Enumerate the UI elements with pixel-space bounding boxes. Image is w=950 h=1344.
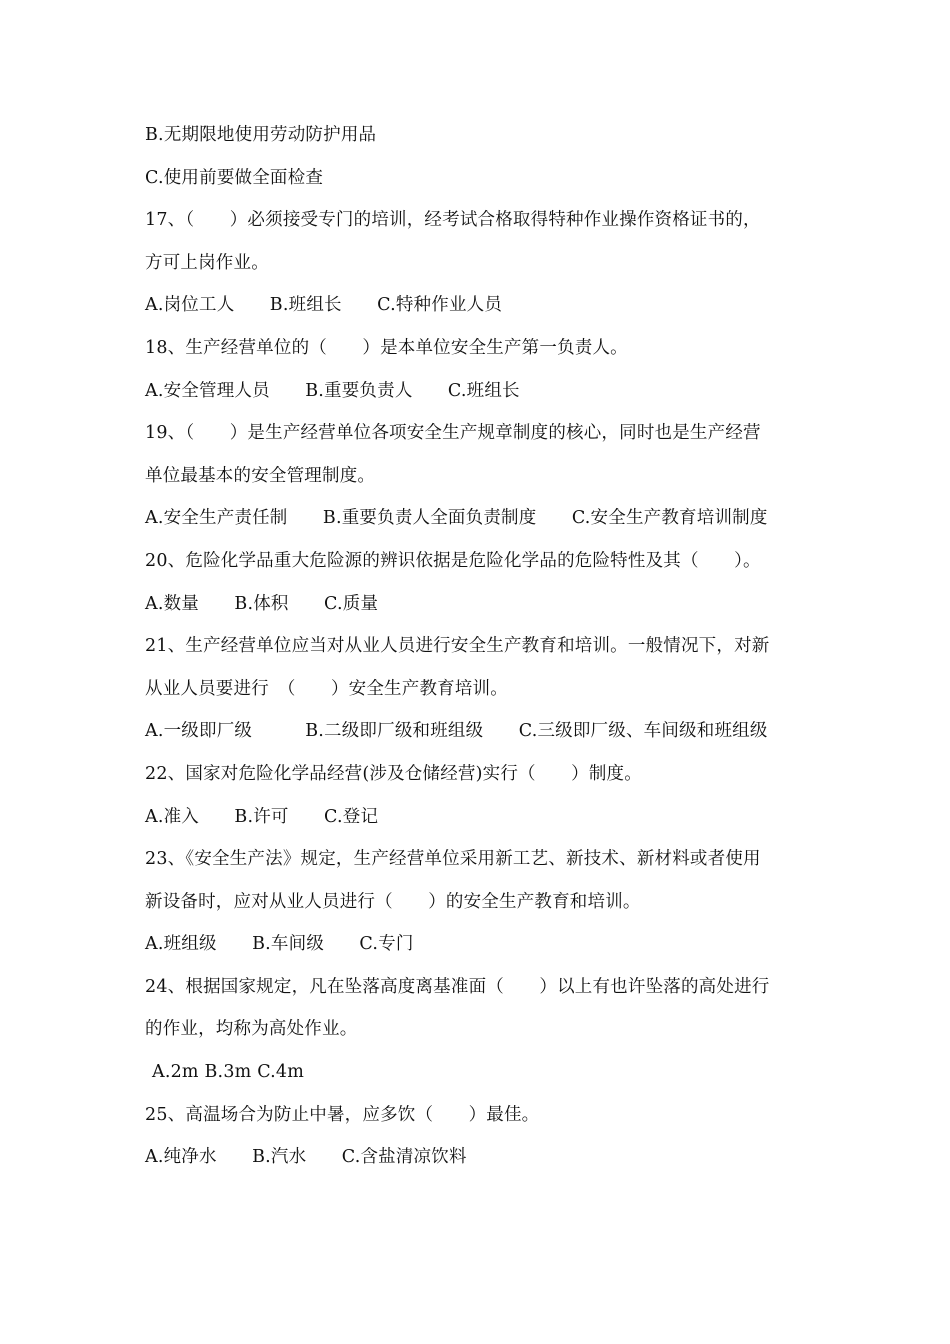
question-20-options: A.数量 B.体积 C.质量 (145, 593, 379, 614)
question-17-options: A.岗位工人 B.班组长 C.特种作业人员 (145, 295, 503, 316)
question-22-options: A.准入 B.许可 C.登记 (145, 806, 379, 827)
question-25-options: A.纯净水 B.汽水 C.含盐清凉饮料 (145, 1147, 467, 1168)
question-24-options: A.2m B.3m C.4m (152, 1062, 305, 1083)
question-23: 23、《安全生产法》规定，生产经营单位采用新工艺、新技术、新材料或者使用 (145, 849, 761, 870)
question-21: 21、生产经营单位应当对从业人员进行安全生产教育和培训。一般情况下，对新 (145, 636, 770, 657)
question-21-options: A.一级即厂级 B.二级即厂级和班组级 C.三级即厂级、车间级和班组级 (145, 721, 768, 742)
question-19-cont: 单位最基本的安全管理制度。 (145, 465, 376, 486)
question-23-cont: 新设备时，应对从业人员进行（ ）的安全生产教育和培训。 (145, 891, 641, 912)
question-20: 20、危险化学品重大危险源的辨识依据是危险化学品的危险特性及其（ ）。 (145, 550, 761, 571)
question-24: 24、根据国家规定，凡在坠落高度离基准面（ ）以上有也许坠落的高处进行 (145, 976, 770, 997)
question-18-options: A.安全管理人员 B.重要负责人 C.班组长 (145, 380, 520, 401)
question-18: 18、生产经营单位的（ ）是本单位安全生产第一负责人。 (145, 337, 628, 358)
option-line: C.使用前要做全面检查 (145, 167, 324, 188)
question-19: 19、（ ）是生产经营单位各项安全生产规章制度的核心，同时也是生产经营 (145, 423, 761, 444)
question-17-cont: 方可上岗作业。 (145, 252, 269, 273)
document-body (145, 114, 815, 1179)
question-17: 17、（ ）必须接受专门的培训，经考试合格取得特种作业操作资格证书的， (145, 210, 761, 231)
option-line: B.无期限地使用劳动防护用品 (145, 125, 377, 145)
question-25: 25、高温场合为防止中暑，应多饮（ ）最佳。 (145, 1104, 540, 1125)
question-24-cont: 的作业，均称为高处作业。 (145, 1019, 358, 1040)
question-23-options: A.班组级 B.车间级 C.专门 (145, 934, 414, 955)
question-19-options: A.安全生产责任制 B.重要负责人全面负责制度 C.安全生产教育培训制度 (145, 508, 768, 529)
question-22: 22、国家对危险化学品经营(涉及仓储经营)实行（ ）制度。 (145, 763, 642, 784)
question-21-cont: 从业人员要进行 （ ）安全生产教育培训。 (145, 678, 508, 699)
